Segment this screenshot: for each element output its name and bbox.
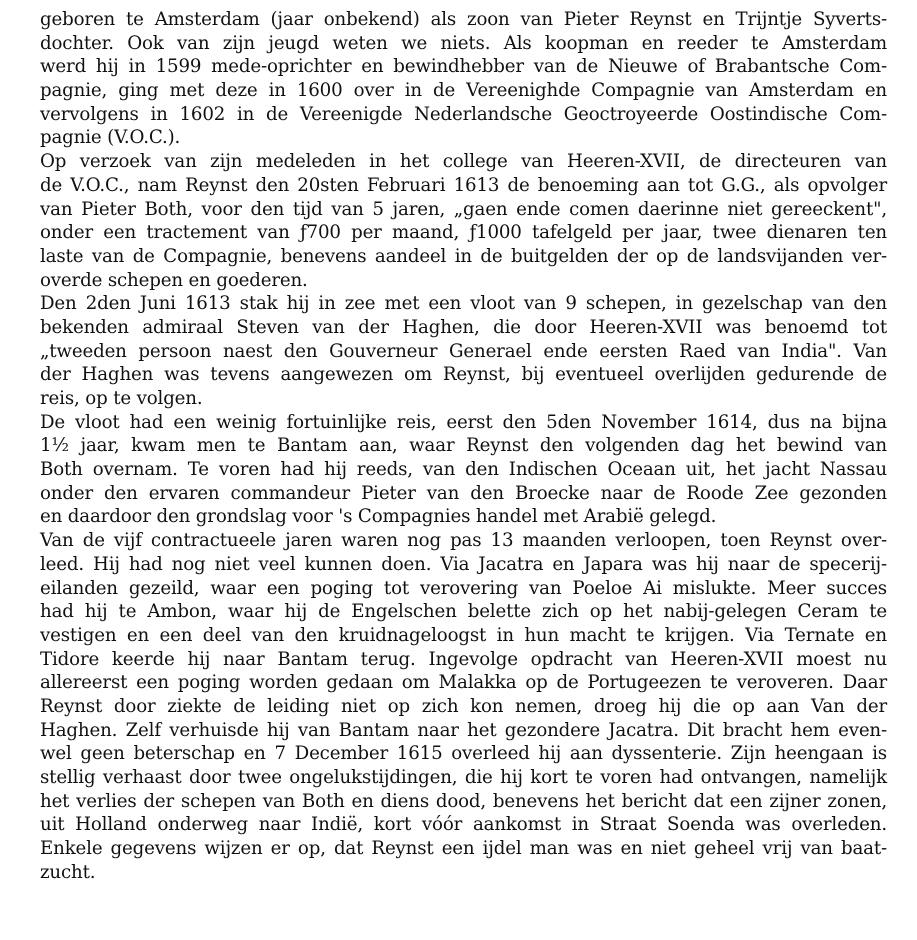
text-line: geboren te Amsterdam (jaar onbekend) als zoon van Pieter Reynst en Trijntje Syverts-: [40, 9, 887, 30]
text-line: Den 2den Juni 1613 stak hij in zee met een vloot van 9 schepen, in gezelschap van den: [40, 293, 887, 315]
text-line: Haghen. Zelf verhuisde hij van Bantam naar het gezondere Jacatra. Dit bracht hem even-: [40, 719, 887, 741]
text-line: Reynst door ziekte de leiding niet op zich kon nemen, droeg hij die op aan Van der: [40, 695, 887, 717]
text-line: overde schepen en goederen.: [40, 269, 308, 291]
text-line: uit Holland onderweg naar Indië, kort vóór aankomst in Straat Soenda was overleden.: [40, 814, 887, 836]
text-line: Both overnam. Te voren had hij reeds, van den Indischen Oceaan uit, het jacht Nassau: [40, 459, 887, 481]
text-line: en daardoor den grondslag voor 's Compagnies handel met Arabië gelegd.: [40, 506, 717, 528]
text-line: van Pieter Both, voor den tijd van 5 jaren, „gaen ende comen daerinne niet gereeckent",: [40, 198, 887, 220]
text-line: vervolgens in 1602 in de Vereenigde Nederlandsche Geoctroyeerde Oostindische Com-: [40, 103, 887, 125]
text-line: stellig verhaast door twee ongelukstijdingen, die hij kort te voren had ontvangen, namelijk: [40, 767, 887, 788]
text-line: Van de vijf contractueele jaren waren nog pas 13 maanden verloopen, toen Reynst over-: [40, 530, 887, 552]
paragraph: [40, 8, 887, 150]
paragraph: [40, 292, 887, 410]
text-line: leed. Hij had nog niet veel kunnen doen. Via Jacatra en Japara was hij naar de specerij-: [40, 553, 887, 575]
text-line: der Haghen was tevens aangewezen om Reynst, bij eventueel overlijden gedurende de: [40, 364, 887, 386]
text-line: eilanden gezeild, waar een poging tot verovering van Poeloe Ai mislukte. Meer succes: [40, 577, 887, 599]
text-line: pagnie (V.O.C.).: [40, 127, 181, 149]
paragraph: [40, 411, 887, 529]
text-line: Tidore keerde hij naar Bantam terug. Ingevolge opdracht van Heeren-XVII moest nu: [40, 648, 887, 670]
text-line: pagnie, ging met deze in 1600 over in de Vereenighde Compagnie van Amsterdam en: [40, 80, 887, 102]
text-line: de V.O.C., nam Reynst den 20sten Februari 1613 de benoeming aan tot G.G., als opvolger: [40, 174, 887, 196]
text-line: onder een tractement van ƒ700 per maand, ƒ1000 tafelgeld per jaar, twee dienaren ten: [40, 222, 887, 244]
text-line: vestigen en een deel van den kruidnageloogst in hun macht te krijgen. Via Ternate en: [40, 624, 887, 646]
text-line: reis, op te volgen.: [40, 388, 203, 409]
text-line: wel geen beterschap en 7 December 1615 overleed hij aan dyssenterie. Zijn heengaan is: [40, 743, 887, 765]
text-line: zucht.: [40, 861, 96, 883]
text-line: het verlies der schepen van Both en diens dood, benevens het bericht dat een zijner zonen,: [40, 790, 887, 812]
text-line: Op verzoek van zijn medeleden in het college van Heeren-XVII, de directeuren van: [40, 151, 887, 173]
text-line: allereerst een poging worden gedaan om Malakka op de Portugeezen te veroveren. Daar: [40, 672, 887, 694]
text-line: werd hij in 1599 mede-oprichter en bewindhebber van de Nieuwe of Brabantsche Com-: [40, 56, 887, 78]
text-line: onder den ervaren commandeur Pieter van den Broecke naar de Roode Zee gezonden: [40, 482, 887, 504]
text-line: laste van de Compagnie, benevens aandeel in de buitgelden der op de landsvijanden ver-: [40, 245, 887, 267]
paragraph: [40, 150, 887, 292]
paragraph: [40, 529, 887, 884]
text-line: Enkele gegevens wijzen er op, dat Reynst een ijdel man was en niet geheel vrij van baat-: [40, 838, 887, 860]
text-line: 1½ jaar, kwam men te Bantam aan, waar Reynst den volgenden dag het bewind van: [40, 435, 887, 457]
text-line: „tweeden persoon naest den Gouverneur Generael ende eersten Raed van India". Van: [40, 340, 887, 362]
text-line: bekenden admiraal Steven van der Haghen, die door Heeren-XVII was benoemd tot: [40, 316, 887, 338]
text-line: dochter. Ook van zijn jeugd weten we niets. Als koopman en reeder te Amsterdam: [40, 32, 887, 54]
text-line: had hij te Ambon, waar hij de Engelschen belette zich op het nabij-gelegen Ceram te: [40, 601, 887, 623]
text-line: De vloot had een weinig fortuinlijke reis, eerst den 5den November 1614, dus na bijna: [40, 411, 887, 433]
